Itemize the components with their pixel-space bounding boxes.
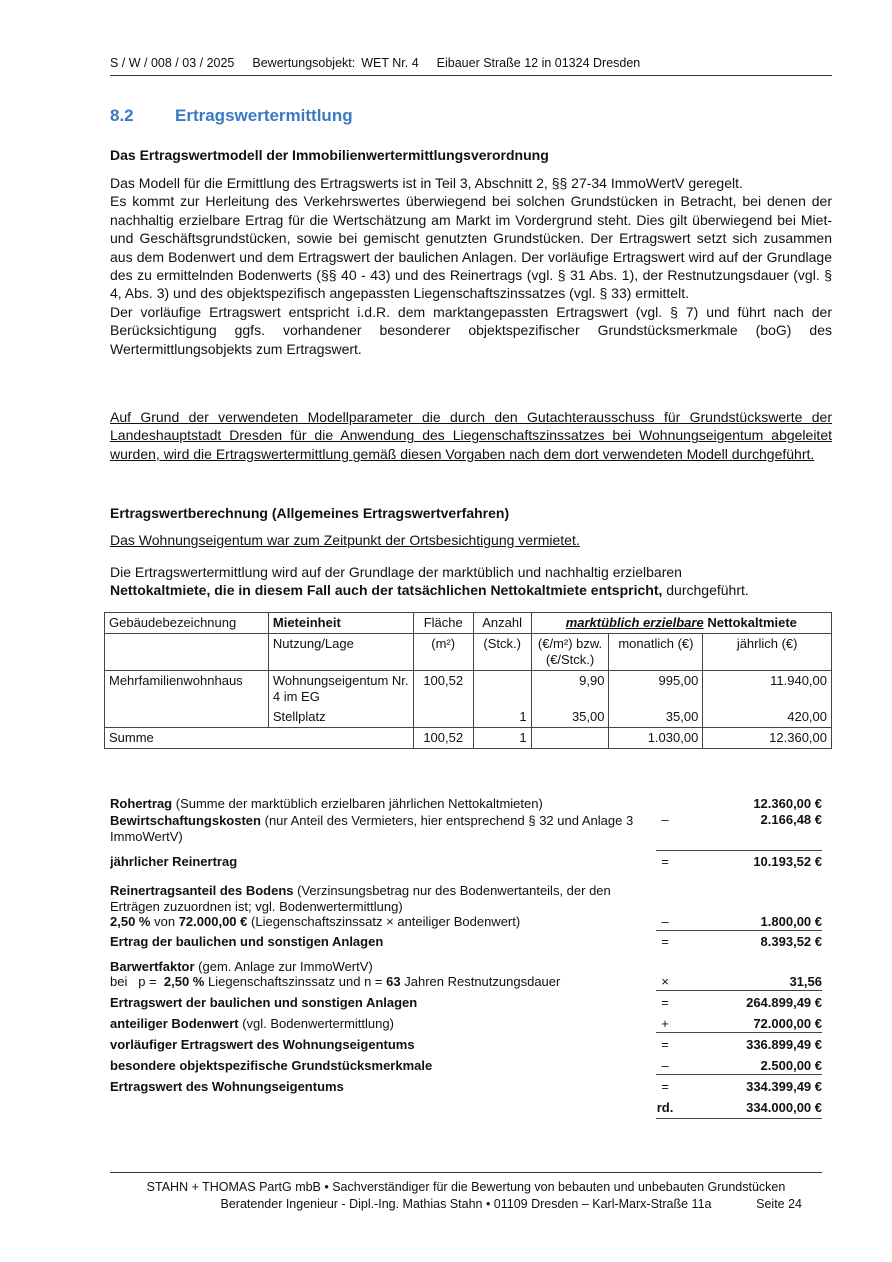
header-count: Anzahl <box>473 613 531 634</box>
calc-land-share: Reinertragsanteil des Bodens (Verzinsungsbetrag nur des Bodenwertanteils, der den Erträgen zuzuordnen ist; vgl. Bodenwertermittlung) 2,50 % von 72.000,00 € (Liegenschaftszinssatz × anteiliger Bodenwert) – 1.800,00 € <box>110 883 822 930</box>
building-value-amount: 264.899,49 € <box>746 995 822 1011</box>
row2-per-unit: 35,00 <box>531 707 609 728</box>
calc-special-features: besondere objektspezifische Grundstücksmerkmale – 2.500,00 € <box>110 1058 822 1074</box>
present-value-factor-amount: 31,56 <box>789 974 822 990</box>
calc-operating-costs: Bewirtschaftungskosten (nur Anteil des Vermieters, hier entsprechend § 32 und Anlage 3 ImmoWertV) – 2.166,48 € <box>110 812 822 844</box>
sum-label: Summe <box>105 728 414 749</box>
row1-per-unit: 9,90 <box>531 671 609 708</box>
row2-monthly: 35,00 <box>609 707 703 728</box>
header-use: Nutzung/Lage <box>268 634 413 671</box>
table-header-row <box>105 613 832 634</box>
calc-final-border <box>110 1116 822 1122</box>
rent-table <box>104 612 832 749</box>
calc-building-value: Ertragswert der baulichen und sonstigen Anlagen = 264.899,49 € <box>110 990 822 1011</box>
preliminary-value-amount: 336.899,49 € <box>746 1037 822 1053</box>
page-number: Seite 24 <box>756 1197 802 1211</box>
calc-gross-income: Rohertrag (Summe der marktüblich erzielbaren jährlichen Nettokaltmieten) 12.360,00 € <box>110 796 822 812</box>
section-title-text: Ertragswertermittlung <box>175 106 353 125</box>
rounded-value-amount: 334.000,00 € <box>746 1100 822 1116</box>
header-count-unit: (Stck.) <box>473 634 531 671</box>
table-subheader-row <box>105 634 832 671</box>
income-value-amount: 334.399,49 € <box>746 1079 822 1095</box>
sum-yearly: 12.360,00 <box>703 728 832 749</box>
page-header <box>110 56 832 76</box>
row1-count <box>473 671 531 708</box>
header-building: Gebäudebezeichnung <box>105 613 269 634</box>
section-title <box>110 106 353 126</box>
calc-building-income: Ertrag der baulichen und sonstigen Anlagen = 8.393,52 € <box>110 930 822 950</box>
income-calculation <box>110 792 822 1122</box>
header-unit: Mieteinheit <box>268 613 413 634</box>
header-monthly: monatlich (€) <box>609 634 703 671</box>
land-value-amount: 72.000,00 € <box>753 1016 822 1032</box>
footer-line-2: Beratender Ingenieur - Dipl.-Ing. Mathias Stahn • 01109 Dresden – Karl-Marx-Straße 11a <box>220 1197 712 1211</box>
basis-bold: Nettokaltmiete, die in diesem Fall auch der tatsächlichen Nettokaltmiete entspricht, <box>110 582 663 599</box>
header-object: WET Nr. 4 <box>361 56 419 70</box>
net-income-amount: 10.193,52 € <box>753 854 822 870</box>
model-heading: Das Ertragswertmodell der Immobilienwertermittlungsverordnung <box>110 147 549 163</box>
calc-income-value: Ertragswert des Wohnungseigentums = 334.399,49 € <box>110 1074 822 1095</box>
sum-monthly: 1.030,00 <box>609 728 703 749</box>
header-reference: S / W / 008 / 03 / 2025 <box>110 56 235 70</box>
land-share-amount: 1.800,00 € <box>760 914 822 930</box>
calc-preliminary-value: vorläufiger Ertragswert des Wohnungseigentums = 336.899,49 € <box>110 1032 822 1053</box>
calc-rounded-value: rd. 334.000,00 € <box>656 1100 822 1116</box>
model-paragraph-4: Auf Grund der verwendeten Modellparameter die durch den Gutachterausschuss für Grundstückswerte der Landeshauptstadt Dresden für die Anwendung des Liegenschaftszinssatzes bei Wohnungseigentum abgeleitet wurden, wird die Ertragswertermittlung gemäß diesen Vorgaben nach dem dort verwendeten Modell durchgeführt. <box>110 409 832 462</box>
row2-area <box>413 707 473 728</box>
building-name: Mehrfamilienwohnhaus <box>105 671 269 728</box>
header-area-unit: (m²) <box>413 634 473 671</box>
calc-land-value: anteiliger Bodenwert (vgl. Bodenwertermittlung) + 72.000,00 € <box>110 1016 822 1032</box>
sum-count: 1 <box>473 728 531 749</box>
sum-area: 100,52 <box>413 728 473 749</box>
page-footer <box>110 1172 822 1213</box>
row1-monthly: 995,00 <box>609 671 703 708</box>
row2-yearly: 420,00 <box>703 707 832 728</box>
row2-count: 1 <box>473 707 531 728</box>
basis-start: Die Ertragswertermittlung wird auf der Grundlage der marktüblich und nachhaltig erzielbaren <box>110 564 682 580</box>
header-rent-label: Nettokaltmiete <box>707 615 797 630</box>
building-income-amount: 8.393,52 € <box>760 934 822 950</box>
section-number: 8.2 <box>110 106 134 125</box>
header-area: Fläche <box>413 613 473 634</box>
row2-unit: Stellplatz <box>268 707 413 728</box>
operating-costs-amount: 2.166,48 € <box>760 812 822 827</box>
calc-present-value-factor: Barwertfaktor (gem. Anlage zur ImmoWertV) bei p = 2,50 % Liegenschaftszinssatz und n = 63 Jahren Restnutzungsdauer × 31,56 <box>110 958 822 990</box>
header-rent-em: marktüblich erzielbare <box>565 615 704 630</box>
model-paragraph-1: Das Modell für die Ermittlung des Ertragswerts ist in Teil 3, Abschnitt 2, §§ 27-34 ImmoWertV geregelt. <box>110 175 743 191</box>
rental-status-text: Das Wohnungseigentum war zum Zeitpunkt der Ortsbesichtigung vermietet. <box>110 532 580 548</box>
special-features-amount: 2.500,00 € <box>760 1058 822 1074</box>
calculation-basis <box>110 563 832 600</box>
rental-status <box>110 531 832 549</box>
footer-line-1: STAHN + THOMAS PartG mbB • Sachverständiger für die Bewertung von bebauten und unbebauten Grundstücken <box>146 1180 786 1194</box>
gross-income-amount: 12.360,00 € <box>753 796 822 812</box>
row1-unit: Wohnungseigentum Nr. 4 im EG <box>268 671 413 708</box>
model-note <box>110 408 832 463</box>
header-per-unit: (€/m²) bzw. (€/Stck.) <box>531 634 609 671</box>
header-rent <box>531 613 831 634</box>
table-row <box>105 671 832 708</box>
model-paragraph-2: Es kommt zur Herleitung des Verkehrswertes überwiegend bei solchen Grundstücken in Betracht, bei denen der nachhaltig erzielbare Ertrag für die Wertschätzung am Markt im Vordergrund steht. Dies gilt überwiegend bei Miet- und Geschäftsgrundstücken, sowie bei gemischt genutzten Grundstücken. Der Ertragswert setzt sich zusammen aus dem Bodenwert und dem Ertragswert der baulichen Anlagen. Der vorläufige Ertragswert wird auf der Grundlage des zu ermittelnden Bodenwerts (§§ 40 - 43) und des Reinertrags (vgl. § 31 Abs. 1), der Restnutzungsdauer (vgl. § 4, Abs. 3) und des objektspezifisch angepassten Liegenschaftszinssatzes (vgl. § 33) ermittelt. <box>110 193 832 302</box>
model-paragraph-3: Der vorläufige Ertragswert entspricht i.d.R. dem marktangepassten Ertragswert (vgl. § 7) und führt nach der Berücksichtigung ggfs. vorhandener besonderer objektspezifischer Grundstücksmerkmale (boG) des Wertermittlungsobjekts zum Ertragswert. <box>110 303 832 357</box>
header-address: Eibauer Straße 12 in 01324 Dresden <box>436 56 641 70</box>
table-sum-row <box>105 728 832 749</box>
calculation-heading: Ertragswertberechnung (Allgemeines Ertragswertverfahren) <box>110 505 510 521</box>
row1-yearly: 11.940,00 <box>703 671 832 708</box>
calc-net-income: jährlicher Reinertrag = 10.193,52 € <box>110 850 822 870</box>
header-yearly: jährlich (€) <box>703 634 832 671</box>
basis-end: durchgeführt. <box>666 582 749 599</box>
header-object-label: Bewertungsobjekt: <box>252 56 356 70</box>
row1-area: 100,52 <box>413 671 473 708</box>
model-text <box>110 174 832 358</box>
